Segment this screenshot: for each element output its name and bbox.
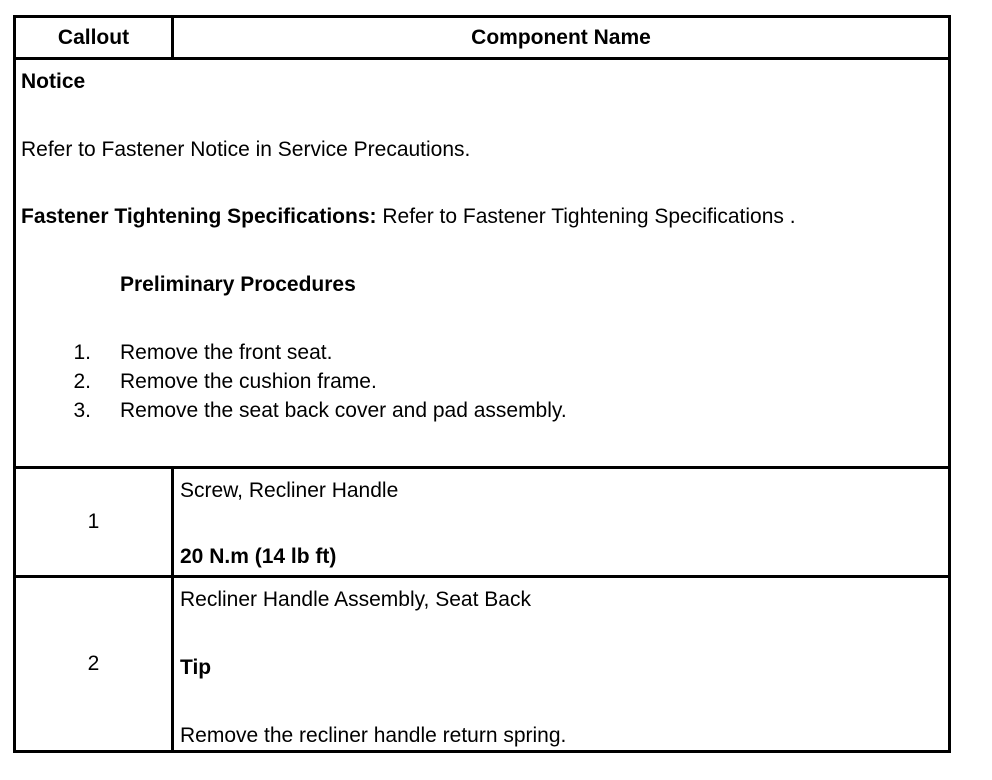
fastener-specs-line — [21, 205, 796, 229]
torque-spec: 20 N.m (14 lb ft) — [180, 545, 337, 568]
step-text: Remove the seat back cover and pad assembly. — [120, 399, 567, 422]
component-table — [13, 15, 951, 753]
table-row — [16, 469, 948, 578]
tip-text: Remove the recliner handle return spring. — [180, 724, 567, 747]
component-name: Screw, Recliner Handle — [180, 479, 399, 502]
fastener-specs-label: Fastener Tightening Specifications: — [21, 205, 377, 228]
fastener-specs-text: Refer to Fastener Tightening Specifications . — [376, 205, 796, 228]
step-number: 2. — [73, 370, 91, 393]
callout-number: 1 — [16, 469, 174, 575]
step-text: Remove the front seat. — [120, 341, 333, 364]
notice-title: Notice — [21, 70, 86, 93]
header-callout: Callout — [16, 18, 174, 57]
notice-row — [16, 60, 948, 469]
callout-number: 2 — [16, 578, 174, 750]
notice-refer-text: Refer to Fastener Notice in Service Precautions. — [21, 138, 471, 161]
step-number: 3. — [73, 399, 91, 422]
table-header-row — [16, 18, 948, 60]
step-number: 1. — [73, 341, 91, 364]
preliminary-procedures-title: Preliminary Procedures — [120, 273, 356, 296]
component-cell — [174, 578, 948, 750]
table-row — [16, 578, 948, 750]
header-component-name: Component Name — [471, 25, 651, 49]
component-name: Recliner Handle Assembly, Seat Back — [180, 588, 531, 611]
tip-label: Tip — [180, 656, 212, 679]
step-text: Remove the cushion frame. — [120, 370, 377, 393]
component-cell — [174, 469, 948, 575]
